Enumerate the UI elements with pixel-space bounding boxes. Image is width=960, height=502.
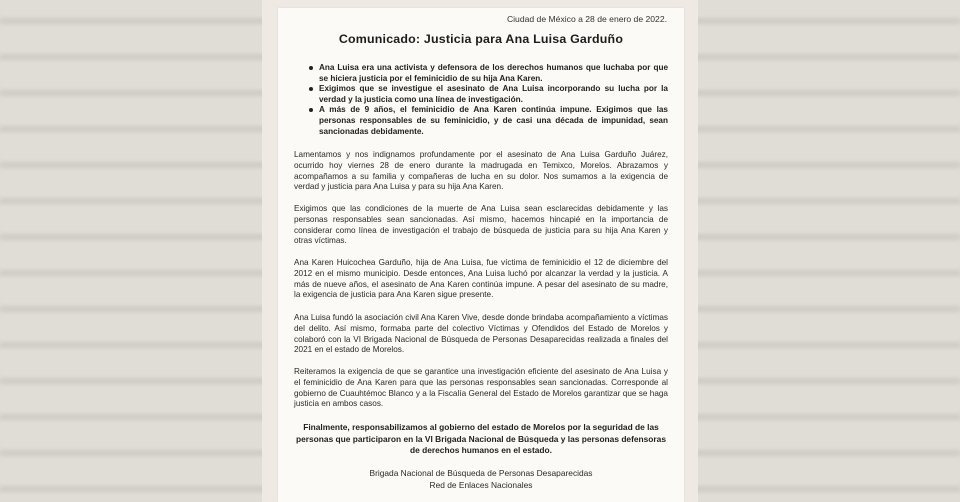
bullet-item: Ana Luisa era una activista y defensora de los derechos humanos que luchaba por que se hiciera justicia por el feminicidio de su hija Ana Karen. bbox=[319, 63, 668, 83]
signature-line: Red de Enlaces Nacionales bbox=[429, 480, 533, 490]
closing-statement: Finalmente, responsabilizamos al gobierno del estado de Morelos por la seguridad de las personas que participaron en la VI Brigada Nacional de Búsqueda y las personas defensoras de derechos humanos en el estado. bbox=[295, 422, 666, 456]
body-paragraph: Ana Karen Huicochea Garduño, hija de Ana Luisa, fue víctima de feminicidio el 12 de diciembre del 2012 en el mismo municipio. Desde entonces, Ana Luisa luchó por alcanzar la verdad y la justicia. A más de nueve años, el asesinato de Ana Karen continúa impune. A pesar del asesinato de su madre, la exigencia de justicia para Ana Karen sigue presente. bbox=[294, 258, 668, 300]
body-paragraph: Ana Luisa fundó la asociación civil Ana Karen Vive, desde donde brindaba acompañamiento a víctimas del delito. Así mismo, formaba parte del colectivo Víctimas y Ofendidos del Estado de Morelos y colaboró con la VI Brigada Nacional de Búsqueda de Personas Desaparecidas realizada a finales del 2021 en el estado de Morelos. bbox=[294, 313, 668, 355]
blurred-background-left bbox=[0, 0, 262, 502]
bullet-item: A más de 9 años, el feminicidio de Ana Karen continúa impune. Exigimos que las personas responsables de su feminicidio, y de casi una década de impunidad, sean sancionadas debidamente. bbox=[319, 105, 668, 136]
summary-bullets bbox=[308, 63, 668, 137]
body-paragraph: Lamentamos y nos indignamos profundamente por el asesinato de Ana Luisa Garduño Juárez, ocurrido hoy viernes 28 de enero durante la madrugada en Temixco, Morelos. Abrazamos y acompañamos a su familia y compañeras de lucha en su dolor. Nos sumamos a la exigencia de verdad y justicia para Ana Luisa y para su hija Ana Karen. bbox=[294, 150, 668, 192]
signature-line: Brigada Nacional de Búsqueda de Personas Desaparecidas bbox=[369, 468, 593, 478]
blurred-background-right bbox=[688, 0, 960, 502]
document-page bbox=[278, 8, 684, 502]
body-paragraph: Reiteramos la exigencia de que se garantice una investigación eficiente del asesinato de Ana Luisa y el feminicidio de Ana Karen para que las personas responsables sean sancionadas. Corresponde al gobierno de Cuauhtémoc Blanco y a la Fiscalía General del Estado de Morelos garantizar que se haga justicia en ambos casos. bbox=[294, 367, 668, 409]
date-line: Ciudad de México a 28 de enero de 2022. bbox=[506, 14, 667, 24]
body-paragraph: Exigimos que las condiciones de la muerte de Ana Luisa sean esclarecidas debidamente y las personas responsables sean sancionadas. Así mismo, hacemos hincapié en la importancia de considerar como línea de investigación el trabajo de búsqueda de justicia para su hija Ana Karen y otras víctimas. bbox=[294, 204, 668, 246]
document-title: Comunicado: Justicia para Ana Luisa Garduño bbox=[338, 32, 624, 46]
bullet-item: Exigimos que se investigue el asesinato de Ana Luisa incorporando su lucha por la verdad y la justicia como una línea de investigación. bbox=[319, 84, 668, 104]
